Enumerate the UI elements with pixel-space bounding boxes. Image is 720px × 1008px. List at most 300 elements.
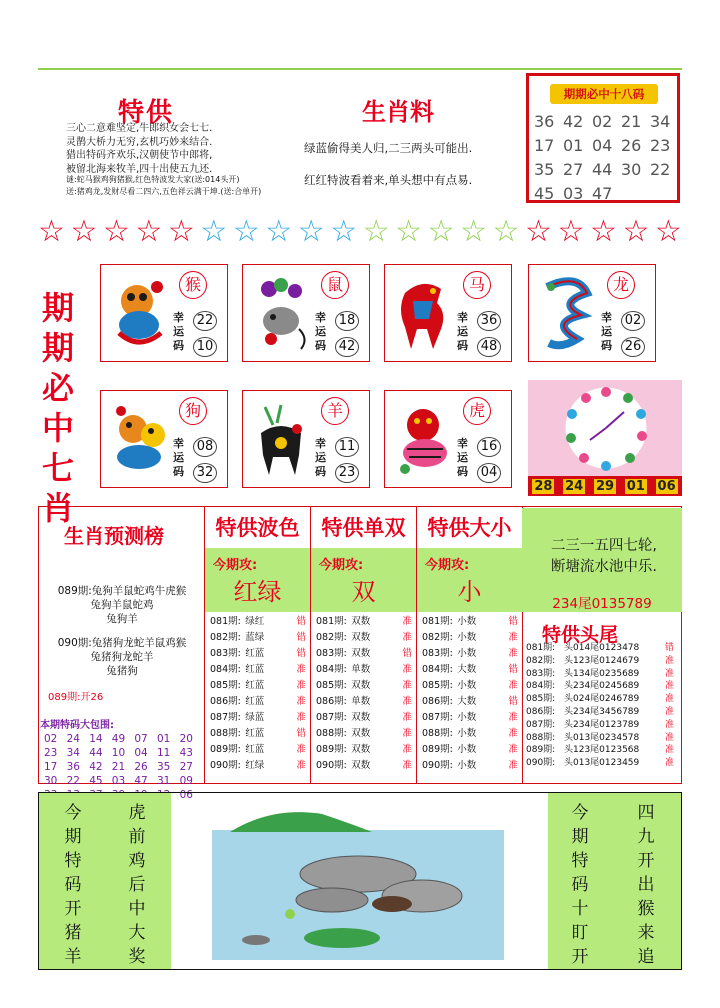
history-result: 准 [402,712,412,723]
history-result: 准 [664,681,674,692]
head-tail-row [526,668,682,681]
history-period: 082期: [316,632,347,643]
history-result: 准 [296,680,306,691]
history-value: 小数 [457,760,477,771]
code-number: 30 [621,160,642,179]
history-period: 083期: [210,648,241,659]
lucky-number-2: 26 [621,337,645,357]
history-value: 大数 [457,664,477,675]
zodiac-card-dragon [528,264,656,362]
history-value: 双数 [351,728,371,739]
history-value: 双数 [351,760,371,771]
verse-char: 四 [637,803,655,823]
history-result: 准 [508,760,518,771]
history-result: 错 [296,616,306,627]
history-value: 小数 [457,712,477,723]
history-row [422,726,518,742]
history-period: 086期: [526,706,556,717]
history-row [316,710,412,726]
history-period: 083期: [316,648,347,659]
history-value: 单数 [351,696,371,707]
code-number: 02 [592,112,613,131]
verse-char: 奖 [128,947,146,967]
history-row [210,726,306,742]
lucky-number-1: 02 [621,311,645,331]
verse-column [636,801,656,969]
history-period: 082期: [210,632,241,643]
history-result: 准 [402,680,412,691]
history-result: 准 [402,616,412,627]
verse-char: 猪 [64,923,82,943]
verse-char: 今 [64,803,82,823]
history-result: 准 [402,728,412,739]
verse-char: 盯 [571,923,589,943]
head-tail-row [526,732,682,745]
lucky-label: 幸运码 [457,311,468,352]
star-icon: ☆ [70,214,98,249]
history-row [210,662,306,678]
package-number: 36 [66,761,80,773]
history-value: 双数 [351,680,371,691]
star-icon: ☆ [38,214,65,249]
poem [66,122,306,176]
code-number: 01 [563,136,584,155]
note-line: 谜:蛇马猴鸡狗猪猴,红色特波发大家(送:014头开) [66,175,240,184]
history-period: 081期: [422,616,453,627]
history-period: 082期: [526,655,556,666]
ranking-line: 090期:兔猪狗龙蛇羊鼠鸡猴 [57,637,187,649]
head-tail-row [526,744,682,757]
history-row [422,614,518,630]
package-number: 42 [89,761,103,773]
code-number: 35 [534,160,555,179]
lake-illustration [212,800,504,960]
verse-column [127,801,147,969]
history-result: 准 [402,744,412,755]
attack-label: 今期攻: [319,558,364,573]
history-result: 准 [402,632,412,643]
package-number: 17 [44,761,58,773]
head-tail-history [526,642,682,770]
history-bigsmall [422,614,518,774]
shengxiao-title: 生肖料 [362,98,434,126]
history-period: 087期: [422,712,453,723]
package-number: 11 [156,747,171,759]
history-value: 双数 [351,616,371,627]
side-title-char: 中 [41,409,74,447]
star-icon: ☆ [557,214,585,249]
history-value: 红蓝 [245,744,265,755]
history-result: 准 [664,719,674,730]
monkey-papercut-icon [109,273,171,353]
bottom-left-verse [39,793,171,969]
history-value: 头014尾0123478 [564,643,640,653]
star-icon: ☆ [135,214,163,249]
poem-line: 被留北海来牧羊,四十出使五九还. [66,163,213,175]
package-number: 43 [179,747,193,759]
attack-value: 小 [457,578,482,606]
package-number: 34 [66,747,80,759]
zodiac-name: 狗 [179,397,207,425]
code-number: 26 [621,136,642,155]
code-number: 36 [534,112,555,131]
column-title-bigsmall: 特供大小 [417,508,522,548]
history-period: 087期: [316,712,347,723]
history-result: 准 [296,696,306,707]
history-row [210,646,306,662]
star-icon: ☆ [654,214,682,249]
lucky-label: 幸运码 [315,437,326,478]
history-oddeven [316,614,412,774]
history-row [316,694,412,710]
zodiac-name: 猴 [179,271,207,299]
package-number: 07 [134,733,148,745]
clock-numbers [528,476,682,496]
side-title-char: 期 [41,329,74,367]
history-result: 准 [664,732,674,743]
zodiac-name: 龙 [607,271,635,299]
attack-box-color [205,548,310,612]
package-number: 20 [179,733,193,745]
history-row [210,758,306,774]
package-number: 47 [134,775,148,787]
poem-line: 猎出特码齐欢乐,汉朝使节中郎将, [66,150,213,161]
head-tail-row [526,693,682,706]
history-result: 准 [508,712,518,723]
verse-char: 来 [637,923,655,943]
verse-char: 猴 [637,899,655,919]
star-icon: ☆ [492,214,520,249]
verse-char: 开 [637,851,655,871]
history-row [422,742,518,758]
special-title: 特供 [118,98,175,128]
package-number: 09 [179,775,193,787]
side-title-char: 肖 [41,489,74,527]
history-period: 090期: [526,758,556,769]
history-period: 084期: [526,681,556,692]
lucky-number-2: 10 [193,337,217,357]
zodiac-card-tiger [384,390,512,488]
history-result: 准 [508,632,518,643]
attack-label: 今期攻: [213,558,258,573]
zodiac-card-horse [384,264,512,362]
verse-char: 十 [571,899,589,919]
head-tail-row [526,706,682,719]
history-period: 087期: [210,712,241,723]
ranking-list [40,584,204,678]
code-number: 27 [563,160,584,179]
star-row [38,214,682,250]
lucky-number-2: 04 [477,463,501,483]
bottom-right-verse [548,793,681,969]
history-row [210,678,306,694]
lucky-label: 幸运码 [173,311,184,352]
history-result: 准 [664,758,674,769]
history-period: 085期: [422,680,453,691]
goat-papercut-icon [251,399,313,479]
history-row [422,758,518,774]
history-period: 088期: [422,728,453,739]
history-result: 准 [664,706,674,717]
lucky-number-1: 22 [193,311,217,331]
history-row [422,710,518,726]
head-tail-row [526,655,682,668]
history-period: 083期: [526,668,556,679]
tiger-papercut-icon [393,399,455,479]
history-value: 绿红 [245,616,265,627]
verse-char: 特 [571,851,589,871]
attack-value: 红绿 [233,578,282,606]
package-number: 04 [134,747,148,759]
code-number: 21 [621,112,642,131]
history-value: 大数 [457,696,477,707]
history-result: 准 [296,712,306,723]
history-result: 错 [296,648,306,659]
history-row [316,742,412,758]
package-number: 01 [156,733,171,745]
verse-char: 羊 [64,947,82,967]
history-period: 086期: [316,696,347,707]
ranking-line: 兔猪狗龙蛇羊 [90,651,154,663]
history-result: 准 [508,744,518,755]
history-value: 小数 [457,744,477,755]
head-tail-row [526,680,682,693]
verse-column [570,801,590,969]
lucky-number-2: 42 [335,337,359,357]
history-row [316,614,412,630]
history-result: 准 [296,760,306,771]
package-number: 22 [66,775,80,787]
star-icon: ☆ [102,214,130,249]
verse-char: 码 [64,875,82,895]
tail-line: 234尾0135789 [552,596,652,612]
zodiac-name: 马 [463,271,491,299]
riddle-note [66,174,336,198]
history-row [316,678,412,694]
wheel-line: 二三一五四七轮, [550,538,658,554]
history-value: 绿蓝 [245,712,265,723]
clock-number: 29 [595,478,615,494]
history-row [422,678,518,694]
note-line: 送:猪鸡龙,发财尽看二四六,五色祥云满干坤.(送:合单开) [66,187,262,196]
shengxiao-line-1: 绿蓝偷得美人归,二三两头可能出. [304,141,473,155]
ranking-line: 089期:兔狗羊鼠蛇鸡牛虎猴 [57,585,187,597]
code-number: 04 [592,136,613,155]
ranking-line: 兔狗羊 [106,613,138,625]
dragon-papercut-icon [537,273,599,353]
verse-char: 特 [64,851,82,871]
history-row [210,614,306,630]
verse-column [63,801,83,969]
code-number: 34 [650,112,671,131]
history-value: 头013尾0234578 [564,732,640,743]
star-icon: ☆ [427,214,455,249]
dog-papercut-icon [109,399,171,479]
code-number: 45 [534,184,555,203]
history-row [210,630,306,646]
history-row [422,630,518,646]
open-result: 089期:开26 [48,692,104,703]
lucky-number-2: 23 [335,463,359,483]
verse-char: 后 [128,875,146,895]
history-result: 错 [664,643,674,653]
history-period: 090期: [422,760,453,771]
history-result: 准 [508,728,518,739]
history-result: 准 [664,745,674,756]
lucky-number-1: 11 [335,437,359,457]
code-number: 44 [592,160,613,179]
zodiac-name: 羊 [321,397,349,425]
star-icon: ☆ [265,214,293,249]
history-period: 086期: [422,696,453,707]
history-value: 红蓝 [245,728,265,739]
history-result: 准 [402,664,412,675]
history-result: 准 [664,655,674,666]
package-number: 44 [89,747,103,759]
package-number: 49 [111,733,126,745]
code-number: 22 [650,160,671,179]
history-period: 085期: [210,680,241,691]
ranking-line: 兔猪狗 [106,665,138,677]
history-row [316,630,412,646]
history-period: 083期: [422,648,453,659]
history-period: 089期: [422,744,453,755]
verse-char: 中 [128,899,146,919]
ranking-line: 兔狗羊鼠蛇鸡 [90,599,154,611]
head-tail-row [526,642,682,655]
history-result: 错 [296,728,306,739]
verse-char: 前 [128,827,146,847]
verse-char: 出 [637,875,655,895]
history-period: 089期: [316,744,347,755]
history-value: 红绿 [245,760,265,771]
history-period: 085期: [316,680,347,691]
history-period: 082期: [422,632,453,643]
attack-value: 双 [351,578,376,606]
lucky-number-1: 18 [335,311,359,331]
package-number: 14 [89,733,103,745]
history-period: 088期: [316,728,347,739]
history-value: 红蓝 [245,648,265,659]
star-icon: ☆ [460,214,487,249]
package-number: 06 [179,789,193,801]
package-number: 21 [111,761,126,773]
code-number: 03 [563,184,584,203]
history-row [210,694,306,710]
verse-char: 九 [637,827,655,847]
star-icon: ☆ [232,214,260,249]
zodiac-name: 鼠 [321,271,349,299]
history-value: 双数 [351,744,371,755]
star-icon: ☆ [525,214,552,249]
history-value: 头134尾0235689 [564,668,640,679]
history-result: 准 [296,664,306,675]
zodiac-card-monkey [100,264,228,362]
attack-label: 今期攻: [425,558,470,573]
package-number: 35 [156,761,171,773]
eighteen-codes-numbers [534,110,680,206]
history-value: 小数 [457,632,477,643]
clock-icon [528,380,682,476]
verse-char: 虎 [128,803,146,823]
star-icon: ☆ [362,214,390,249]
history-value: 小数 [457,616,477,627]
wheel-box [522,508,682,612]
history-period: 081期: [316,616,347,627]
history-result: 错 [402,648,412,659]
column-title-color: 特供波色 [205,508,310,548]
poem-line: 三心二意难坚定,牛郎织女会七七. [66,123,213,134]
history-result: 错 [508,696,518,707]
history-value: 头013尾0123459 [564,758,640,769]
history-value: 红蓝 [245,696,265,707]
lucky-number-1: 36 [477,311,501,331]
lucky-number-1: 16 [477,437,501,457]
history-period: 085期: [526,694,556,705]
verse-char: 追 [637,947,655,967]
package-number: 03 [111,775,126,787]
history-result: 准 [664,668,674,679]
history-result: 准 [664,694,674,705]
history-result: 错 [296,632,306,643]
verse-char: 大 [128,923,146,943]
code-number: 47 [592,184,613,203]
code-number: 23 [650,136,671,155]
history-row [422,662,518,678]
history-period: 081期: [210,616,241,627]
history-row [316,726,412,742]
wheel-verse [532,536,676,578]
history-result: 准 [508,648,518,659]
history-color [210,614,306,774]
history-value: 红蓝 [245,664,265,675]
zodiac-card-goat [242,390,370,488]
history-value: 小数 [457,680,477,691]
history-period: 081期: [526,643,556,653]
star-icon: ☆ [167,214,195,249]
poem-line: 灵鹊大桥力无穷,玄机巧妙来结合. [66,136,213,148]
history-value: 头024尾0246789 [564,694,640,705]
side-title-char: 期 [41,289,74,327]
zodiac-card-dog [100,390,228,488]
lucky-label: 幸运码 [601,311,612,352]
package-number: 24 [66,733,80,745]
verse-char: 开 [571,947,589,967]
package-number: 10 [111,747,126,759]
clock-number: 24 [565,478,584,494]
history-period: 086期: [210,696,241,707]
history-row [316,758,412,774]
rat-papercut-icon [251,273,313,353]
history-row [210,742,306,758]
lucky-number-2: 32 [193,463,217,483]
package-number: 31 [156,775,171,787]
history-value: 双数 [351,632,371,643]
package-number: 02 [44,733,58,745]
code-number: 42 [563,112,584,131]
history-row [422,646,518,662]
package-number: 27 [179,761,193,773]
star-icon: ☆ [330,214,358,249]
clock-number: 06 [657,478,676,494]
history-value: 蓝绿 [245,632,265,643]
verse-char: 开 [64,899,82,919]
wheel-line: 断塘流水池中乐. [550,559,658,575]
lucky-number-1: 08 [193,437,217,457]
history-value: 红蓝 [245,680,265,691]
history-row [316,662,412,678]
zodiac-card-rat [242,264,370,362]
